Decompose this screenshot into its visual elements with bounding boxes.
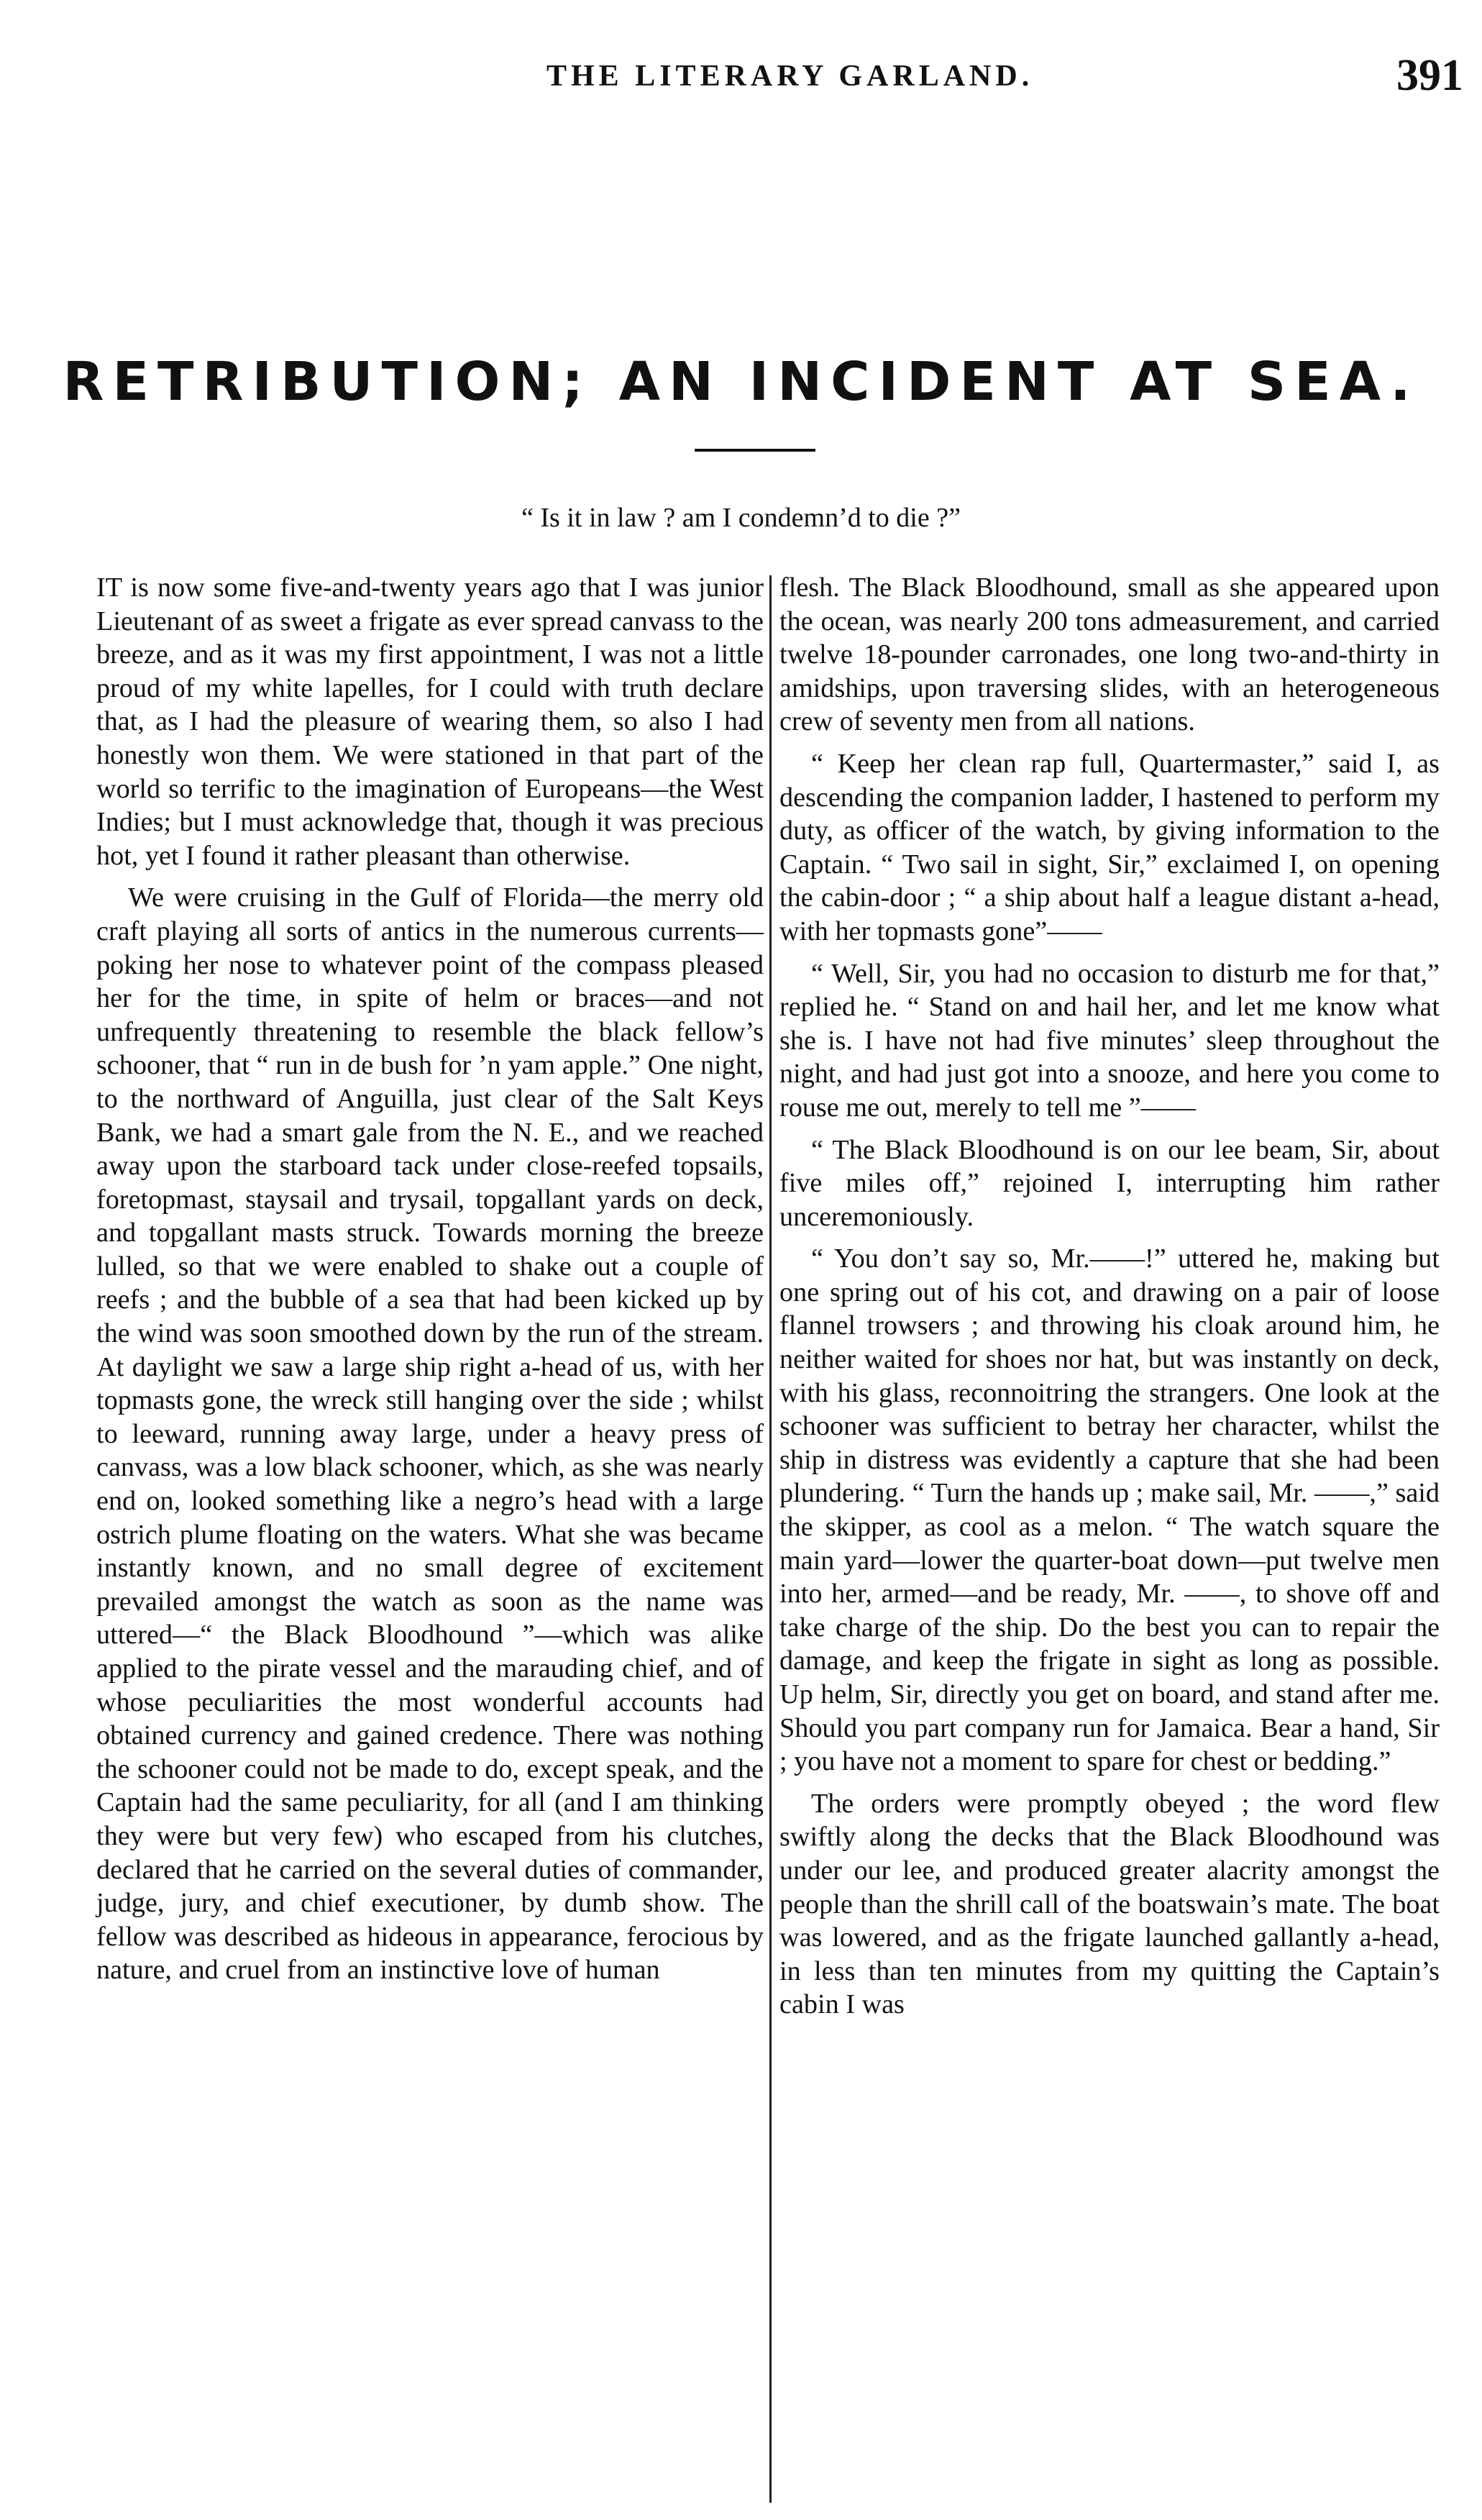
- column-divider: [769, 575, 772, 2503]
- paragraph: “ Well, Sir, you had no occasion to disturb me for that,” replied he. “ Stand on and hail her, and let me know what she is. I have not had five minutes’ sleep throughout the night, and had just got into a snooze, and here you come to rouse me out, merely to tell me ”——: [779, 958, 1440, 1123]
- paragraph: We were cruising in the Gulf of Florida—the merry old craft playing all sorts of antics in the numerous currents—poking her nose to whatever point of the compass pleased her for the time, in spite of helm or braces—and not unfrequently threatening to resemble the black fellow’s schooner, that “ run in de bush for ’n yam apple.” One night, to the northward of Anguilla, just clear of the Salt Keys Bank, we had a smart gale from the N. E., and we reached away upon the starboard tack under close-reefed topsails, foretopmast, staysail and trysail, topgallant yards on deck, and topgallant masts struck. Towards morning the breeze lulled, so that we were enabled to shake out a couple of reefs ; and the bubble of a sea that had been kicked up by the wind was soon smoothed down by the run of the stream. At daylight we saw a large ship right a-head of us, with her topmasts gone, the wreck still hanging over the side ; whilst to leeward, running away large, under a heavy press of canvass, was a low black schooner, which, as she was nearly end on, looked something like a negro’s head with a large ostrich plume floating on the waters. What she was became instantly known, and no small degree of excitement prevailed amongst the watch as soon as the name was uttered—“ the Black Bloodhound ”—which was alike applied to the pirate vessel and the marauding chief, and of whose peculiarities the most wonderful accounts had obtained currency and gained credence. There was nothing the schooner could not be made to do, except speak, and the Captain had the same peculiarity, for all (and I am thinking they were but very few) who escaped from his clutches, declared that he carried on the several duties of commander, judge, jury, and chief executioner, by dumb show. The fellow was described as hideous in appearance, ferocious by nature, and cruel from an instinctive love of human: [96, 882, 764, 1986]
- page-number: 391: [1396, 51, 1463, 100]
- paragraph: flesh. The Black Bloodhound, small as she appeared upon the ocean, was nearly 200 tons admeasurement, and carried twelve 18-pounder carronades, one long two-and-thirty in amidships, upon traversing slides, with an heterogeneous crew of seventy men from all nations.: [779, 572, 1440, 737]
- paragraph: “ You don’t say so, Mr.——!” uttered he, making but one spring out of his cot, and drawing on a pair of loose flannel trowsers ; and throwing his cloak around him, he neither waited for shoes nor hat, but was instantly on deck, with his glass, reconnoitring the strangers. One look at the schooner was sufficient to betray her character, whilst the ship in distress was evidently a capture that she had been plundering. “ Turn the hands up ; make sail, Mr. ——,” said the skipper, as cool as a melon. “ The watch square the main yard—lower the quarter-boat down—put twelve men into her, armed—and be ready, Mr. ——, to shove off and take charge of the ship. Do the best you can to repair the damage, and keep the frigate in sight as long as possible. Up helm, Sir, directly you get on board, and stand after me. Should you part company run for Jamaica. Bear a hand, Sir ; you have not a moment to spare for chest or bedding.”: [779, 1243, 1440, 1777]
- paragraph: “ Keep her clean rap full, Quartermaster,” said I, as descending the companion ladder, I hastened to perform my duty, as officer of the watch, by giving information to the Captain. “ Two sail in sight, Sir,” exclaimed I, on opening the cabin-door ; “ a ship about half a league distant a-head, with her topmasts gone”——: [779, 748, 1440, 946]
- paragraph: The orders were promptly obeyed ; the word flew swiftly along the decks that the Black Bloodhound was under our lee, and produced greater alacrity amongst the people than the shrill call of the boatswain’s mate. The boat was lowered, and as the frigate launched gallantly a-head, in less than ten minutes from my quitting the Captain’s cabin I was: [779, 1788, 1440, 2020]
- article-title: RETRIBUTION; AN INCIDENT AT SEA.: [63, 351, 1419, 413]
- paragraph: IT is now some five-and-twenty years ago that I was junior Lieutenant of as sweet a frigate as ever spread canvass to the breeze, and as it was my first appointment, I was not a little proud of my white lapelles, for I could with truth declare that, as I had the pleasure of wearing them, so also I had honestly won them. We were stationed in that part of the world so terrific to the imagination of Europeans—the West Indies; but I must acknowledge that, though it was precious hot, yet I found it rather pleasant than otherwise.: [96, 572, 764, 871]
- right-column: [779, 571, 1440, 2030]
- title-rule: [695, 449, 815, 452]
- left-column: [96, 571, 764, 1996]
- paragraph: “ The Black Bloodhound is on our lee beam, Sir, about five miles off,” rejoined I, interrupting him rather unceremoniously.: [779, 1134, 1440, 1232]
- epigraph: “ Is it in law ? am I condemn’d to die ?”: [521, 503, 961, 533]
- running-head: THE LITERARY GARLAND.: [546, 60, 1034, 93]
